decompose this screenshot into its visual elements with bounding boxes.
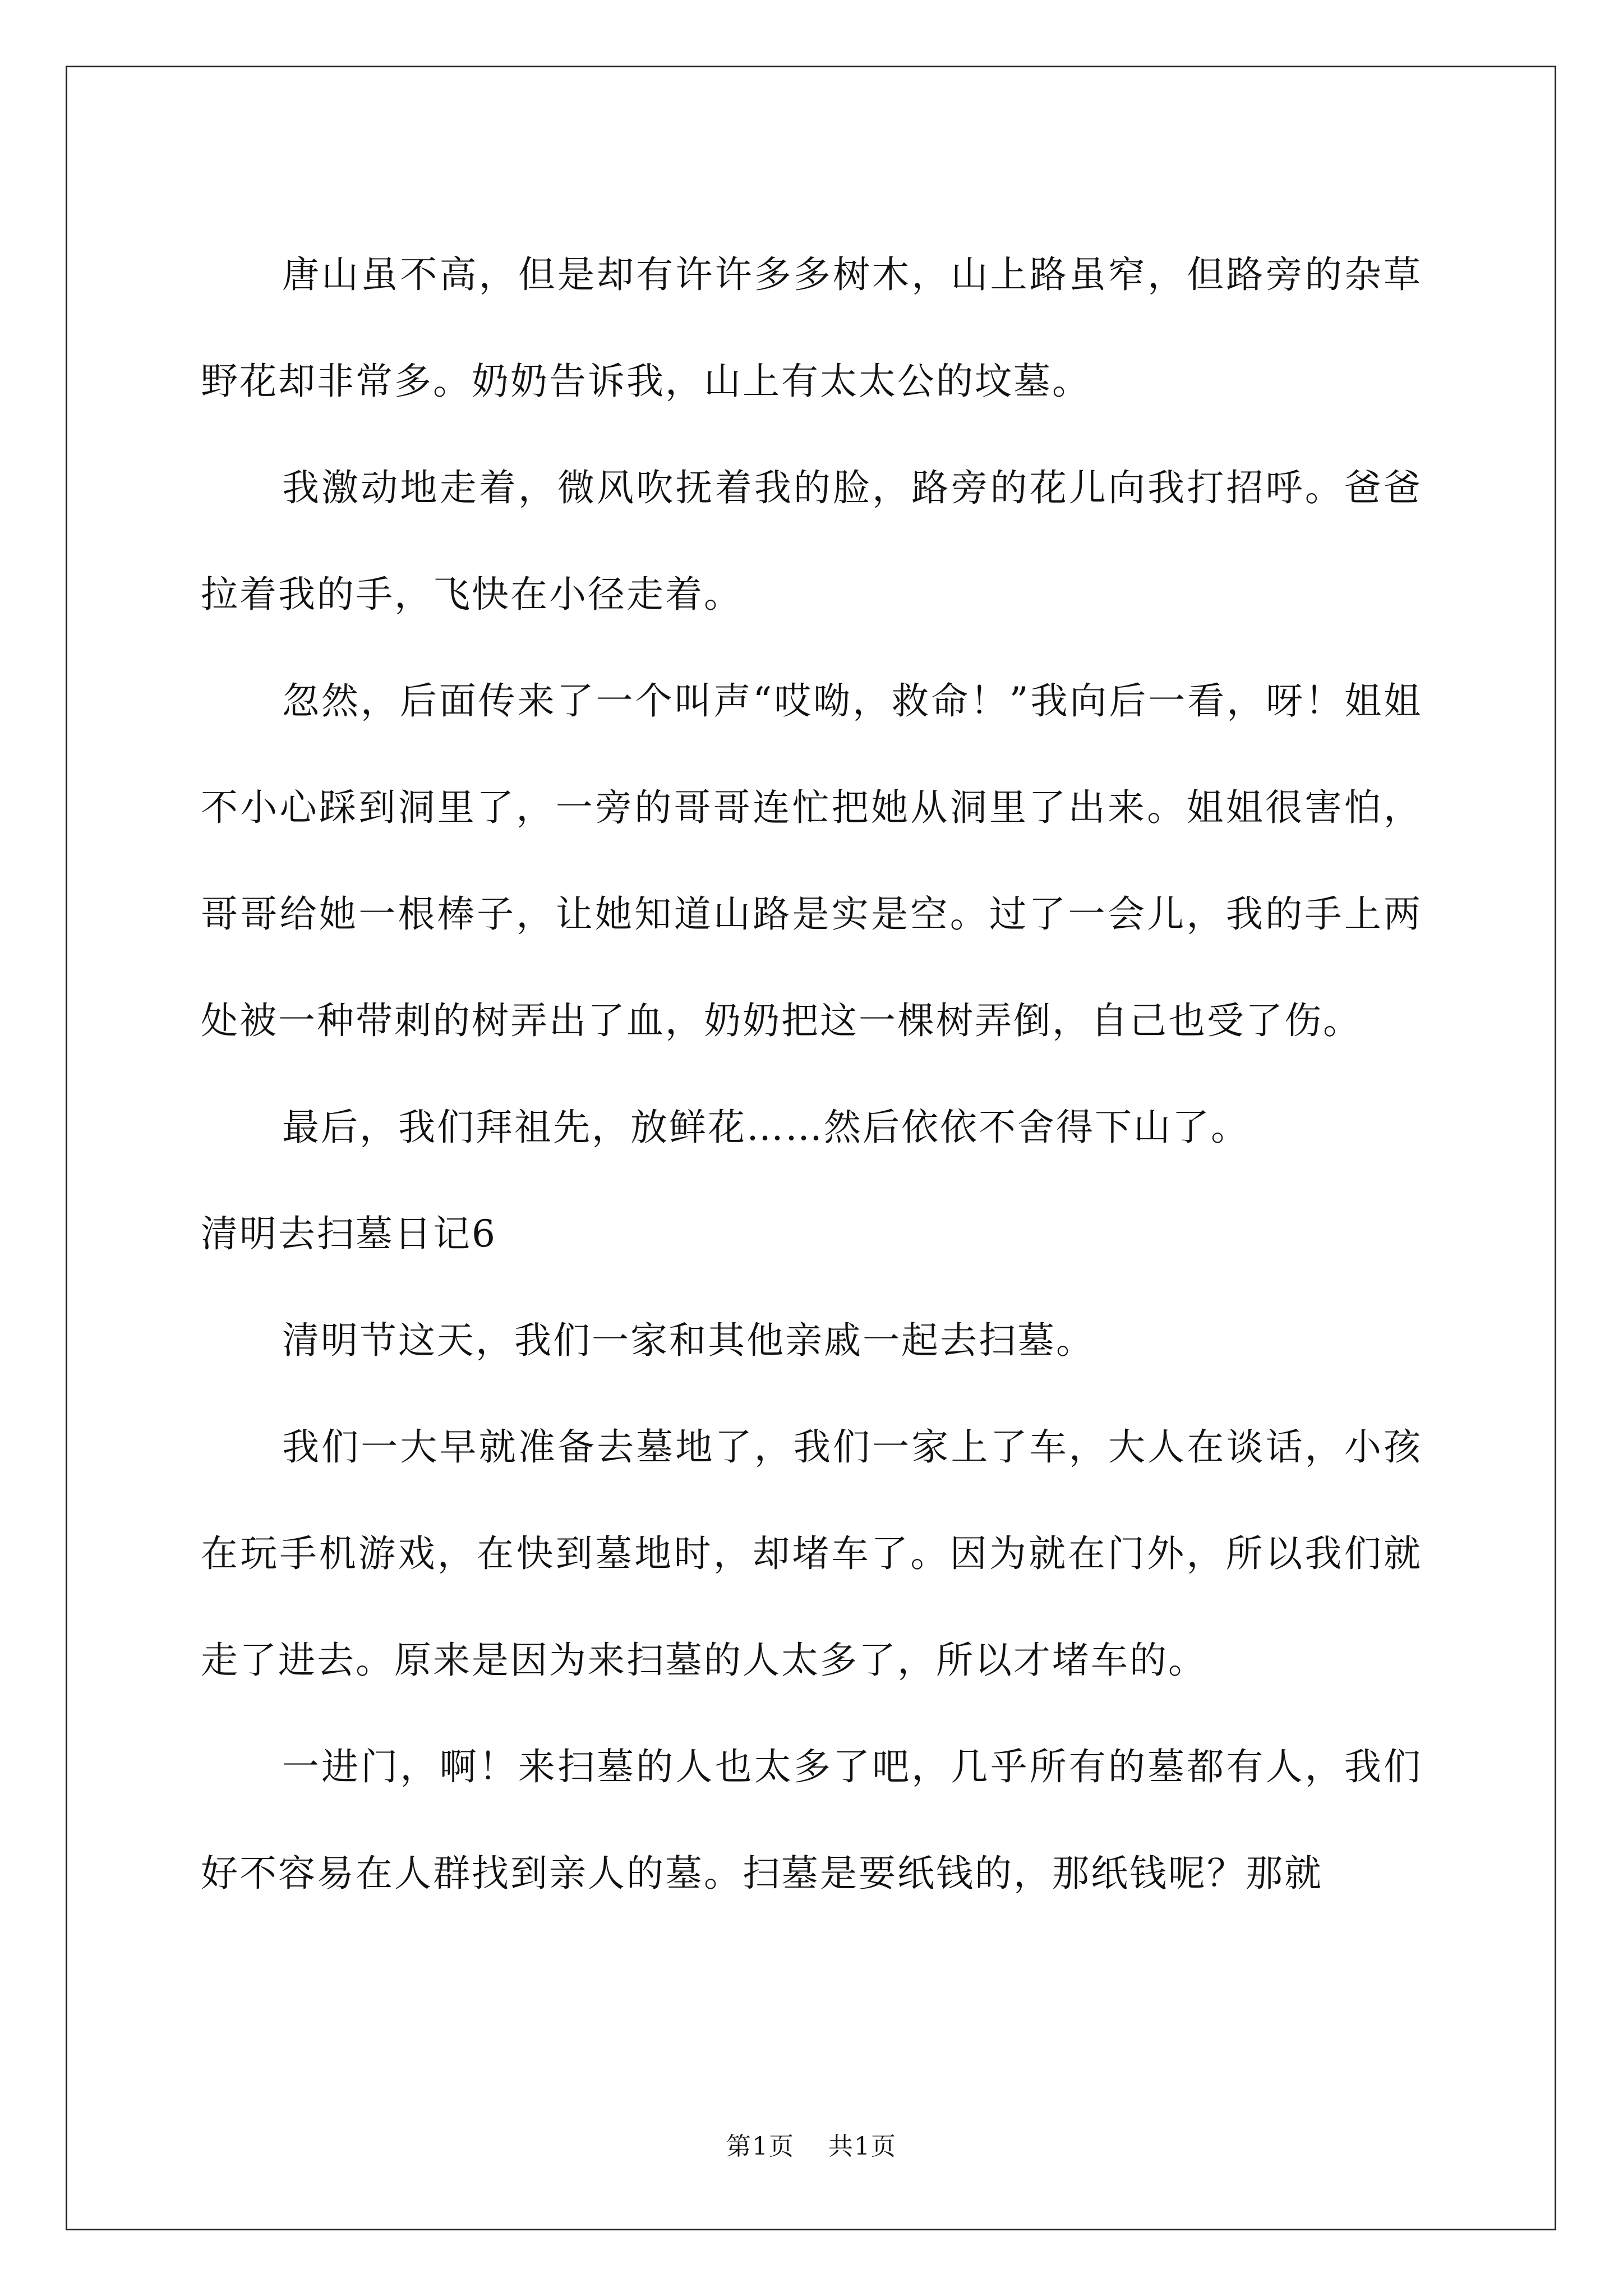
section-heading: 清明去扫墓日记6: [201, 1212, 497, 1255]
paragraph: 唐山虽不高，但是却有许许多多树木，山上路虽窄，但路旁的杂草野花却非常多。奶奶告诉我，山上有太太公的坟墓。: [201, 253, 1422, 403]
page-total: 共1页: [828, 2132, 897, 2161]
page-number: 第1页: [726, 2132, 795, 2161]
paragraph: 最后，我们拜祖先，放鲜花……然后依依不舍得下山了。: [282, 1106, 1249, 1149]
page-footer: [0, 2126, 1623, 2162]
document-body: [201, 222, 1422, 1927]
paragraph: 忽然，后面传来了一个叫声“哎呦，救命！”我向后一看，呀！姐姐不小心踩到洞里了，一旁的哥哥连忙把她从洞里了出来。姐姐很害怕，哥哥给她一根棒子，让她知道山路是实是空。过了一会儿，我的手上两处被一种带刺的树弄出了血，奶奶把这一棵树弄倒，自己也受了伤。: [201, 679, 1422, 1042]
paragraph: 一进门，啊！来扫墓的人也太多了吧，几乎所有的墓都有人，我们好不容易在人群找到亲人的墓。扫墓是要纸钱的，那纸钱呢？那就: [201, 1745, 1422, 1895]
paragraph: 我们一大早就准备去墓地了，我们一家上了车，大人在谈话，小孩在玩手机游戏，在快到墓地时，却堵车了。因为就在门外，所以我们就走了进去。原来是因为来扫墓的人太多了，所以才堵车的。: [201, 1425, 1422, 1682]
paragraph: 我激动地走着，微风吹抚着我的脸，路旁的花儿向我打招呼。爸爸拉着我的手，飞快在小径走着。: [201, 466, 1422, 616]
paragraph: 清明节这天，我们一家和其他亲戚一起去扫墓。: [282, 1319, 1095, 1362]
